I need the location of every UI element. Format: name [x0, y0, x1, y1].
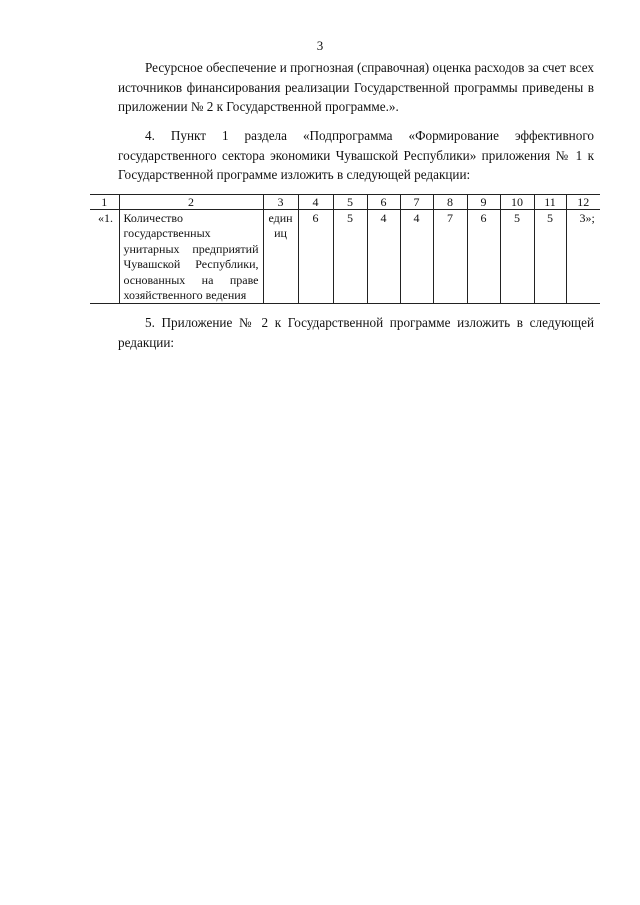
- table-header-cell: 3: [263, 195, 298, 210]
- value-cell: 5: [500, 210, 534, 304]
- indicator-name: Количество государственных унитарных предприятий Чувашской Республики, основанных на праве хозяйственного ведения: [123, 211, 259, 303]
- paragraph-resource-provision: Ресурсное обеспечение и прогнозная (справочная) оценка расходов за счет всех источников финансирования реализации Государственной программы приведены в приложении № 2 к Государственной программе.».: [118, 60, 594, 114]
- paragraph-item-5: 5. Приложение № 2 к Государственной программе изложить в следующей редакции:: [118, 315, 594, 350]
- table-header-cell: 10: [500, 195, 534, 210]
- indicator-name-cell: [119, 210, 263, 304]
- table-header-cell: 8: [433, 195, 467, 210]
- table-header-cell: 11: [534, 195, 566, 210]
- value-cell: 3»;: [566, 210, 600, 304]
- table-header-cell: 2: [119, 195, 263, 210]
- value-cell: 7: [433, 210, 467, 304]
- table-header-cell: 9: [467, 195, 500, 210]
- table-header-cell: 5: [333, 195, 367, 210]
- table-header-row: [90, 195, 600, 210]
- indicator-table: [90, 194, 600, 304]
- table-header-cell: 12: [566, 195, 600, 210]
- value-cell: 5: [333, 210, 367, 304]
- row-number-cell: «1.: [90, 210, 119, 304]
- value-cell: 5: [534, 210, 566, 304]
- page-number: 3: [316, 38, 324, 53]
- table-header-cell: 4: [298, 195, 333, 210]
- value-cell: 4: [367, 210, 400, 304]
- paragraph-item-4: 4. Пункт 1 раздела «Подпрограмма «Формирование эффективного государственного сектора экономики Чувашской Республики» приложения № 1 к Государственной программе изложить в следующей редакции:: [118, 128, 594, 182]
- unit-cell: единиц: [263, 210, 298, 304]
- value-cell: 6: [467, 210, 500, 304]
- table-header-cell: 7: [400, 195, 433, 210]
- table-header-cell: 6: [367, 195, 400, 210]
- value-cell: 6: [298, 210, 333, 304]
- value-cell: 4: [400, 210, 433, 304]
- table-row: [90, 210, 600, 304]
- table-header-cell: 1: [90, 195, 119, 210]
